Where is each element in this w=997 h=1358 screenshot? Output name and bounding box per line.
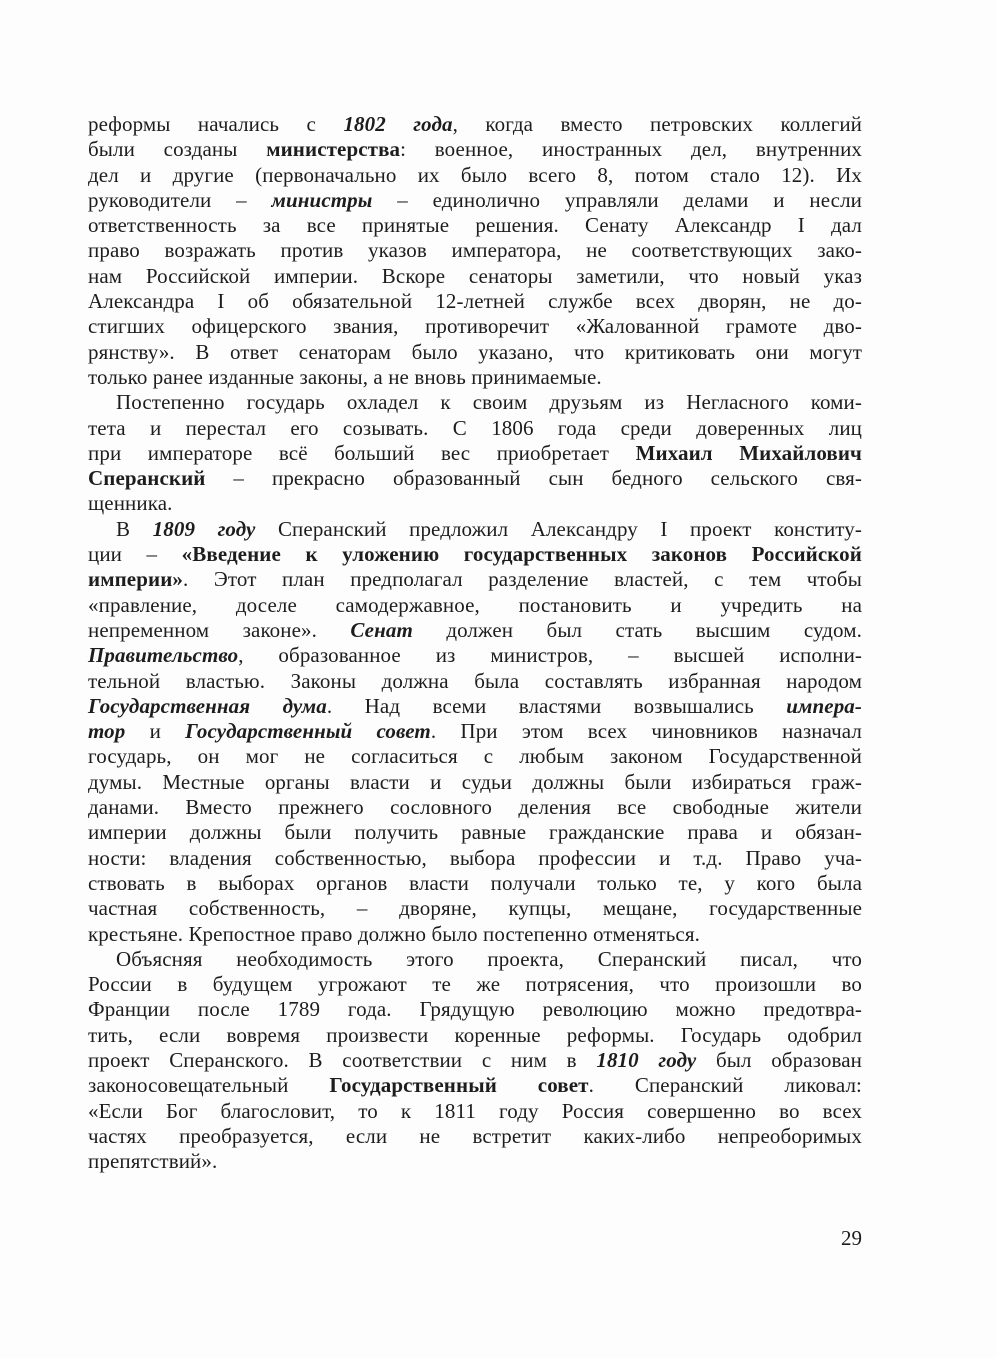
text-run: ответственность за все принятые решения. Сенату Александр I дал <box>88 213 862 238</box>
text-run: : военное, иностранных дел, внутренних <box>400 137 863 162</box>
text-run: . При этом всех чиновников назначал <box>430 719 862 744</box>
text-line <box>88 213 862 238</box>
text-line <box>88 238 862 263</box>
text-line <box>88 340 862 365</box>
text-run: «Если Бог благословит, то к 1811 году Россия совершенно во всех <box>88 1098 862 1123</box>
text-run: Александра I об обязательной 12-летней службе всех дворян, не до- <box>88 289 862 314</box>
text-line <box>88 1124 862 1149</box>
text-line <box>88 1149 862 1174</box>
text-run: ности: владения собственностью, выбора профессии и т.д. Право уча- <box>88 845 862 870</box>
text-run: министры <box>271 187 373 212</box>
text-line <box>88 163 862 188</box>
text-line <box>88 618 862 643</box>
text-run: Государственный совет <box>185 719 431 744</box>
text-run: Сперанский предложил Александру I проект конститу- <box>255 516 862 541</box>
paragraph <box>88 517 862 947</box>
text-run: импера- <box>786 693 862 718</box>
text-run: частная собственность, – дворяне, купцы, мещане, государственные <box>88 896 862 921</box>
text-line <box>88 846 862 871</box>
text-line <box>88 517 862 542</box>
text-line <box>88 491 862 516</box>
text-line <box>88 1023 862 1048</box>
text-run: только ранее изданные законы, а не вновь принимаемые. <box>88 364 602 389</box>
text-run: Франции после 1789 года. Грядущую революцию можно предотвра- <box>88 997 862 1022</box>
text-run: Сенат <box>350 617 413 642</box>
text-run: 1809 году <box>152 516 256 541</box>
text-run: думы. Местные органы власти и судьи должны были избираться граж- <box>88 769 862 794</box>
text-run: дел и другие (первоначально их было всего 8, потом стало 12). Их <box>88 162 862 187</box>
text-run: . Сперанский ликовал: <box>588 1073 862 1098</box>
text-run: должен был стать высшим судом. <box>412 617 862 642</box>
page-number: 29 <box>841 1226 862 1250</box>
text-line <box>88 441 862 466</box>
text-run: Михаил Михайлович <box>635 440 862 465</box>
text-line <box>88 820 862 845</box>
text-run: В <box>116 516 153 541</box>
text-run: России в будущем угрожают те же потрясения, что произошли во <box>88 972 862 997</box>
text-line <box>88 466 862 491</box>
text-run: право возражать против указов императора, не соответствующих зако- <box>88 238 862 263</box>
text-run: реформы начались с <box>88 112 344 136</box>
text-run: 1810 году <box>596 1047 697 1072</box>
paragraph <box>88 390 862 516</box>
text-run: «правление, доселе самодержавное, постановить и учредить на <box>88 592 862 617</box>
text-line <box>88 947 862 972</box>
text-line <box>88 795 862 820</box>
text-line <box>88 188 862 213</box>
text-line <box>88 542 862 567</box>
text-run: рянству». В ответ сенаторам было указано, что критиковать они могут <box>88 339 862 364</box>
text-line <box>88 390 862 415</box>
paragraph <box>88 947 862 1175</box>
text-run: частях преобразуется, если не встретит каких-либо непреоборимых <box>88 1123 862 1148</box>
text-run: – единолично управляли делами и несли <box>372 187 862 212</box>
text-run: 1802 года <box>343 112 453 136</box>
text-run: нам Российской империи. Вскоре сенаторы заметили, что новый указ <box>88 263 862 288</box>
text-line <box>88 744 862 769</box>
text-run: проект Сперанского. В соответствии с ним в <box>88 1047 597 1072</box>
text-line <box>88 871 862 896</box>
text-line <box>88 997 862 1022</box>
text-run: тета и перестал его созывать. С 1806 года среди доверенных лиц <box>88 415 862 440</box>
text-run: Объясняя необходимость этого проекта, Сперанский писал, что <box>116 946 862 971</box>
text-run: империи должны были получить равные гражданские права и обязан- <box>88 820 862 845</box>
text-run: законосовещательный <box>88 1073 330 1098</box>
text-run: был образован <box>696 1047 862 1072</box>
text-line <box>88 1099 862 1124</box>
text-line <box>88 137 862 162</box>
text-line <box>88 770 862 795</box>
text-run: непременном законе». <box>88 617 351 642</box>
text-line <box>88 972 862 997</box>
text-run: руководители – <box>88 187 272 212</box>
text-run: . Этот план предполагал разделение властей, с тем чтобы <box>183 567 862 592</box>
text-run: тить, если вовремя произвести коренные реформы. Государь одобрил <box>88 1022 862 1047</box>
paragraph <box>88 112 862 390</box>
text-run: крестьяне. Крепостное право должно было постепенно отменяться. <box>88 921 700 946</box>
text-run: Государственный совет <box>329 1073 589 1098</box>
text-line <box>88 694 862 719</box>
text-line <box>88 289 862 314</box>
text-line <box>88 1048 862 1073</box>
text-run: , образованное из министров, – высшей исполни- <box>238 643 862 668</box>
text-run: щенника. <box>88 491 173 516</box>
text-run: Государственная дума <box>88 693 327 718</box>
text-run: империи» <box>88 567 184 592</box>
text-run: тельной властью. Законы должна была составлять избранная народом <box>88 668 862 693</box>
text-run: Постепенно государь охладел к своим друзьям из Негласного коми- <box>116 390 862 415</box>
text-run: Сперанский <box>88 466 206 491</box>
text-line <box>88 567 862 592</box>
text-run: . Над всеми властями возвышались <box>326 693 787 718</box>
text-run: , когда вместо петровских коллегий <box>452 112 863 136</box>
text-line <box>88 264 862 289</box>
text-line <box>88 719 862 744</box>
text-run: препятствий». <box>88 1149 218 1174</box>
text-line <box>88 314 862 339</box>
text-run: стигших офицерского звания, противоречит «Жалованной грамоте дво- <box>88 314 862 339</box>
text-run: министерства <box>266 137 401 162</box>
text-line <box>88 669 862 694</box>
text-line <box>88 1073 862 1098</box>
text-run: ствовать в выборах органов власти получали только те, у кого была <box>88 870 862 895</box>
text-run: и <box>125 719 186 744</box>
text-line <box>88 365 862 390</box>
text-run: были созданы <box>88 137 267 162</box>
text-run: Правительство <box>88 643 239 668</box>
text-line <box>88 112 862 137</box>
text-line <box>88 896 862 921</box>
text-line <box>88 593 862 618</box>
text-run: при императоре всё больший вес приобретает <box>88 440 636 465</box>
text-run: – прекрасно образованный сын бедного сельского свя- <box>205 466 862 491</box>
text-run: государь, он мог не согласиться с любым законом Государственной <box>88 744 862 769</box>
text-run: «Введение к уложению государственных законов Российской <box>181 542 862 567</box>
text-run: ции – <box>88 542 182 567</box>
text-line <box>88 922 862 947</box>
text-line <box>88 643 862 668</box>
text-block <box>88 112 862 1174</box>
text-run: данами. Вместо прежнего сословного деления все свободные жители <box>88 795 862 820</box>
text-line <box>88 416 862 441</box>
text-run: тор <box>88 719 126 744</box>
